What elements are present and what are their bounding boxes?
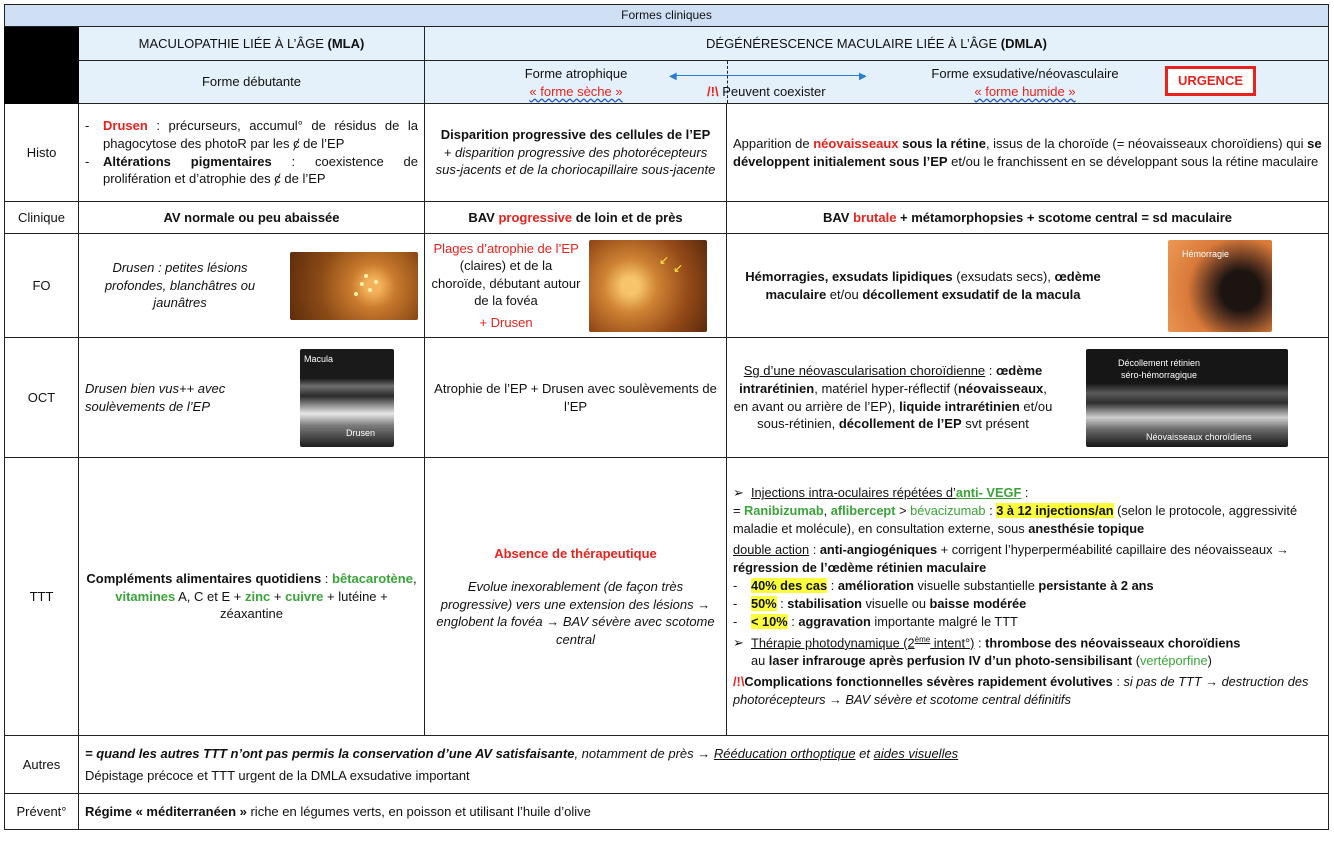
regime: Régime « méditerranéen » — [85, 803, 247, 819]
r1-t2: visuelle substantielle — [913, 577, 1039, 593]
result-item — [733, 613, 1322, 631]
drusen-label: Drusen — [346, 427, 376, 438]
fo-mla-text: Drusen : petites lésions profondes, blanchâtres ou jaunâtres — [104, 260, 256, 311]
prevent-text: riche en légumes verts, en poisson et utilisant l’huile d’olive — [246, 803, 591, 819]
row-label-autres: Autres — [5, 736, 79, 794]
oct-exsudative — [727, 338, 1329, 458]
anesthesie: anesthésie topique — [1028, 521, 1145, 537]
aides-visuelles: aides visuelles — [873, 745, 959, 761]
clin-ex-red: brutale — [853, 209, 897, 225]
result-item — [733, 595, 1322, 613]
oct-ex-t5: svt présent — [961, 416, 1029, 432]
ttt-mla-t4: + — [270, 588, 286, 604]
fo-ex-t2: et/ou — [826, 286, 863, 302]
dash: - — [733, 577, 738, 593]
autres-content — [79, 736, 1329, 794]
header-dmla-abbr: (DMLA) — [1000, 35, 1047, 51]
warning-icon: /!\ — [733, 673, 745, 689]
da-u: double action — [733, 542, 810, 558]
drugs-eq: = — [733, 503, 745, 519]
row-label-histo: Histo — [5, 104, 79, 202]
forme-exsudative-label: Forme exsudative/néovasculaire — [931, 66, 1119, 81]
result-item — [733, 577, 1322, 595]
histo-mla — [79, 104, 425, 202]
r2-b2: baisse modérée — [929, 595, 1027, 611]
pdt-sup: ème — [914, 634, 931, 644]
clin-atro-t2: de loin et de près — [572, 209, 683, 225]
oct-mla-text: Drusen bien vus++ avec soulèvements de l’EP — [85, 380, 226, 414]
fo-atrophique — [425, 234, 727, 338]
drug-colon: : — [985, 503, 997, 519]
ttt-mla-g4: cuivre — [285, 588, 324, 604]
oct-ex-u: Sg d’une néovascularisation choroïdienne — [743, 363, 986, 379]
da-b1: anti-angiogéniques — [819, 542, 938, 558]
oct-ex-t1: : — [985, 363, 996, 379]
arrow-right-icon: ▶ — [859, 71, 867, 82]
drug-ranibizumab: Ranibizumab — [744, 503, 824, 519]
arrow-bullet-icon: ➢ — [733, 634, 744, 650]
pdt-u2: intent°) — [930, 634, 975, 650]
pdt-t2: au — [751, 652, 769, 668]
fo-atro-drusen: + Drusen — [479, 314, 533, 330]
forme-humide-label: « forme humide » — [974, 83, 1076, 99]
decollement-label: Décollement rétinien séro-hémorragique — [1117, 357, 1201, 380]
clinique-atrophique — [425, 202, 727, 234]
hemorrhage-label: Hémorragie — [1182, 248, 1230, 259]
row-label-oct: OCT — [5, 338, 79, 458]
autres-bi: = quand les autres TTT n’ont pas permis la conservation d’une AV satisfaisante — [85, 745, 575, 761]
dash: - — [733, 613, 738, 629]
histo-ex-red: néovaisseaux — [813, 135, 899, 151]
pdt-t1: : — [974, 634, 986, 650]
ttt-photodynamique — [733, 634, 1322, 652]
pdt-t3: ( — [1132, 652, 1140, 668]
oct-ex-t2: , matériel hyper-réflectif ( — [814, 380, 958, 396]
corner-cell — [5, 27, 79, 104]
fo-exsudative — [727, 234, 1329, 338]
urgence-label: URGENCE — [1165, 66, 1256, 96]
fo-ex-t1: (exsudats secs), — [952, 268, 1055, 284]
fo-ex-b2: œdème maculaire — [765, 268, 1101, 302]
row-label-clinique: Clinique — [5, 202, 79, 234]
histo-ex-t1: Apparition de — [733, 135, 814, 151]
histo-mla-item: - Altérations pigmentaires : coexistence de prolifération et d’atrophie des ȼ de l’EP — [85, 153, 418, 187]
histo-ex-t3: et/ou le franchissent en se développant sous la rétine maculaire — [947, 153, 1319, 169]
da-t1: : — [809, 542, 820, 558]
clin-ex-t1: BAV — [822, 209, 854, 225]
histo-mla-item: - Drusen : précurseurs, accumul° de résidus de la phagocytose des photoR par les ȼ de l’EP — [85, 118, 418, 151]
oct-ex-b4: décollement de l’EP — [838, 416, 962, 432]
fo-atro-red: Plages d’atrophie de l’EP — [433, 240, 579, 256]
drug-aflibercept: aflibercept — [830, 503, 896, 519]
macula-label: Macula — [304, 353, 334, 364]
ttt-mla-t5: + lutéine + zéaxantine — [220, 588, 388, 622]
r3-t2: importante malgré le TTT — [870, 613, 1018, 629]
clinical-forms-table — [4, 4, 1329, 830]
coexist-arrow — [675, 75, 865, 76]
ttt-mla-g1: bêtacarotène — [332, 571, 413, 587]
clinique-exsudative — [727, 202, 1329, 234]
coexist-note — [707, 83, 826, 101]
table-title: Formes cliniques — [5, 5, 1329, 27]
forme-exsudative — [895, 65, 1155, 100]
r2-t2: visuelle ou — [861, 595, 930, 611]
da-t2: + corrigent l’hyperperméabilité capillaire des néovaisseaux → — [937, 542, 1289, 558]
drusen-term: Drusen — [103, 118, 148, 134]
r1-b2: persistante à 2 ans — [1038, 577, 1154, 593]
drug-bevacizumab: bévacizumab — [910, 503, 986, 519]
r1-b1: amélioration — [837, 577, 914, 593]
oct-ex-b2: néovaisseaux — [957, 380, 1044, 396]
alterations-term: Altérations pigmentaires — [103, 153, 272, 169]
urgence-box — [1165, 66, 1256, 96]
r2-hl: 50% — [751, 595, 777, 611]
oct-ex-b1: œdème intrarétinien — [739, 363, 1043, 396]
histo-atro-bold: Disparition progressive des cellules de l’EP — [440, 127, 711, 143]
pdt-t4: ) — [1207, 652, 1212, 668]
arrow-annotation-icon: ↙ — [673, 260, 684, 275]
ttt-mla-t2: , — [412, 571, 417, 587]
ttt-mla-t1: : — [321, 571, 333, 587]
r2-b1: stabilisation — [787, 595, 862, 611]
histo-mla-text-2: : coexistence de prolifération et d’atrophie des ȼ de l’EP — [103, 153, 418, 187]
fo-mla — [79, 234, 425, 338]
row-label-prevent: Prévent° — [5, 794, 79, 830]
header-mla-abbr: (MLA) — [327, 35, 365, 51]
prevent-content — [79, 794, 1329, 830]
coexist-label: Peuvent coexister — [722, 84, 826, 99]
inj-colon: : — [1021, 485, 1029, 501]
clin-atro-t1: BAV — [468, 209, 499, 225]
drug-gt: > — [895, 503, 911, 519]
arrow-annotation-icon: ↙ — [659, 252, 670, 267]
autres-line2: Dépistage précoce et TTT urgent de la DMLA exsudative important — [85, 767, 470, 783]
comp-t: : — [1112, 673, 1124, 689]
arrow-bullet-icon: ➢ — [733, 485, 744, 501]
injections-per-year: 3 à 12 injections/an — [996, 503, 1114, 519]
oct-mla — [79, 338, 425, 458]
pdt-u1: Thérapie photodynamique (2 — [751, 634, 915, 650]
arrow-left-icon: ◀ — [669, 71, 677, 82]
clin-ex-t2: + métamorphopsies + scotome central = sd maculaire — [896, 209, 1233, 225]
inj-g: anti- VEGF — [955, 485, 1022, 501]
forme-atrophique-label: Forme atrophique — [524, 66, 628, 81]
drug-rest: (selon le protocole, aggressivité maladie et molécule), en consultation externe, sous — [733, 503, 1298, 537]
fo-atro-text: (claires) et de la choroïde, débutant autour de la fovéa — [431, 258, 581, 309]
verteporfine: vertéporfine — [1139, 652, 1208, 668]
r3-hl: < 10% — [751, 613, 788, 629]
histo-ex-b2: se développent initialement sous l’EP — [733, 135, 1322, 169]
header-mla — [79, 27, 425, 61]
oct-atrophique — [425, 338, 727, 458]
fundus-hemorrhage-image — [1168, 240, 1272, 332]
header-dmla-text: DÉGÉNÉRESCENCE MACULAIRE LIÉE À L’ÂGE — [706, 35, 1001, 51]
r1-t1: : — [827, 577, 838, 593]
r2-t1: : — [776, 595, 788, 611]
drug-sep: , — [823, 503, 831, 519]
ttt-mla — [79, 458, 425, 736]
r1-hl: 40% des cas — [751, 577, 828, 593]
fundus-atrophy-image — [589, 240, 707, 332]
oct-ex-t3: , en avant ou arrière de l’EP), — [733, 380, 1047, 414]
ttt-mla-t3: A, C et E + — [175, 588, 245, 604]
ttt-atrophique — [425, 458, 727, 736]
histo-atrophique — [425, 104, 727, 202]
comp-b: Complications fonctionnelles sévères rapidement évolutives — [744, 673, 1113, 689]
clinique-mla: AV normale ou peu abaissée — [79, 202, 425, 234]
row-label-fo: FO — [5, 234, 79, 338]
histo-ex-b1: sous la rétine — [898, 135, 986, 151]
ttt-atro-italic: Evolue inexorablement (de façon très progressive) vers une extension des lésions → englobent la fovéa → BAV sévère avec scotome central — [436, 579, 715, 647]
ttt-mla-bold: Compléments alimentaires quotidiens — [86, 571, 322, 587]
warning-icon: /!\ — [707, 84, 719, 99]
autres-i: , notamment de près → — [574, 745, 714, 761]
ttt-injections — [733, 484, 1322, 502]
row-label-ttt: TTT — [5, 458, 79, 736]
r3-t1: : — [787, 613, 799, 629]
oct-ex-t4: et/ou sous-rétinien, — [757, 398, 1053, 432]
ttt-mla-g3: zinc — [244, 588, 271, 604]
ttt-exsudative — [727, 458, 1329, 736]
subheader-debutante: Forme débutante — [79, 61, 425, 104]
histo-mla-text-1: : précurseurs, accumul° de résidus de la phagocytose des photoR par les ȼ de l’EP — [103, 118, 418, 151]
comp-i: si pas de TTT → destruction des photorécepteurs → BAV sévère et scotome central définitifs — [733, 673, 1309, 707]
pdt-b2: laser infrarouge après perfusion IV d’un photo-sensibilisant — [768, 652, 1133, 668]
r3-b1: aggravation — [798, 613, 871, 629]
histo-atro-italic: + disparition progressive des photorécepteurs sus-jacents et de la choriocapillaire sous-jacente — [435, 144, 716, 178]
ttt-mla-g2: vitamines — [115, 588, 176, 604]
oct-atro-text: Atrophie de l’EP + Drusen avec soulèvements de l’EP — [434, 380, 717, 414]
forme-atrophique — [425, 65, 727, 100]
oct-ex-b3: liquide intrarétinien — [899, 398, 1020, 414]
oct-neovascular-image — [1086, 349, 1288, 447]
inj-u: Injections intra-oculaires répétées d’ — [751, 485, 956, 501]
fo-ex-b1: Hémorragies, exsudats lipidiques — [745, 268, 953, 284]
forme-seche-label: « forme sèche » — [529, 83, 623, 99]
subheader-dmla-forms — [425, 61, 1329, 104]
da-b2: régression de l’œdème rétinien maculaire — [733, 560, 987, 576]
histo-exsudative — [727, 104, 1329, 202]
oct-drusen-image — [300, 349, 394, 447]
dash: - — [733, 595, 738, 611]
header-mla-text: MACULOPATHIE LIÉE À L’ÂGE — [138, 35, 328, 51]
reeducation-orthoptique: Rééducation orthoptique — [713, 745, 856, 761]
clin-atro-red: progressive — [498, 209, 573, 225]
fundus-drusen-image — [290, 252, 418, 320]
neovaisseaux-label: Néovaisseaux choroïdiens — [1146, 431, 1252, 442]
header-dmla — [425, 27, 1329, 61]
fo-ex-b3: décollement exsudatif de la macula — [862, 286, 1081, 302]
autres-and: et — [855, 745, 874, 761]
ttt-atro-red: Absence de thérapeutique — [494, 545, 657, 561]
pdt-b1: thrombose des néovaisseaux choroïdiens — [985, 634, 1241, 650]
histo-ex-t2: , issus de la choroïde (= néovaisseaux choroïdiens) qui — [985, 135, 1308, 151]
